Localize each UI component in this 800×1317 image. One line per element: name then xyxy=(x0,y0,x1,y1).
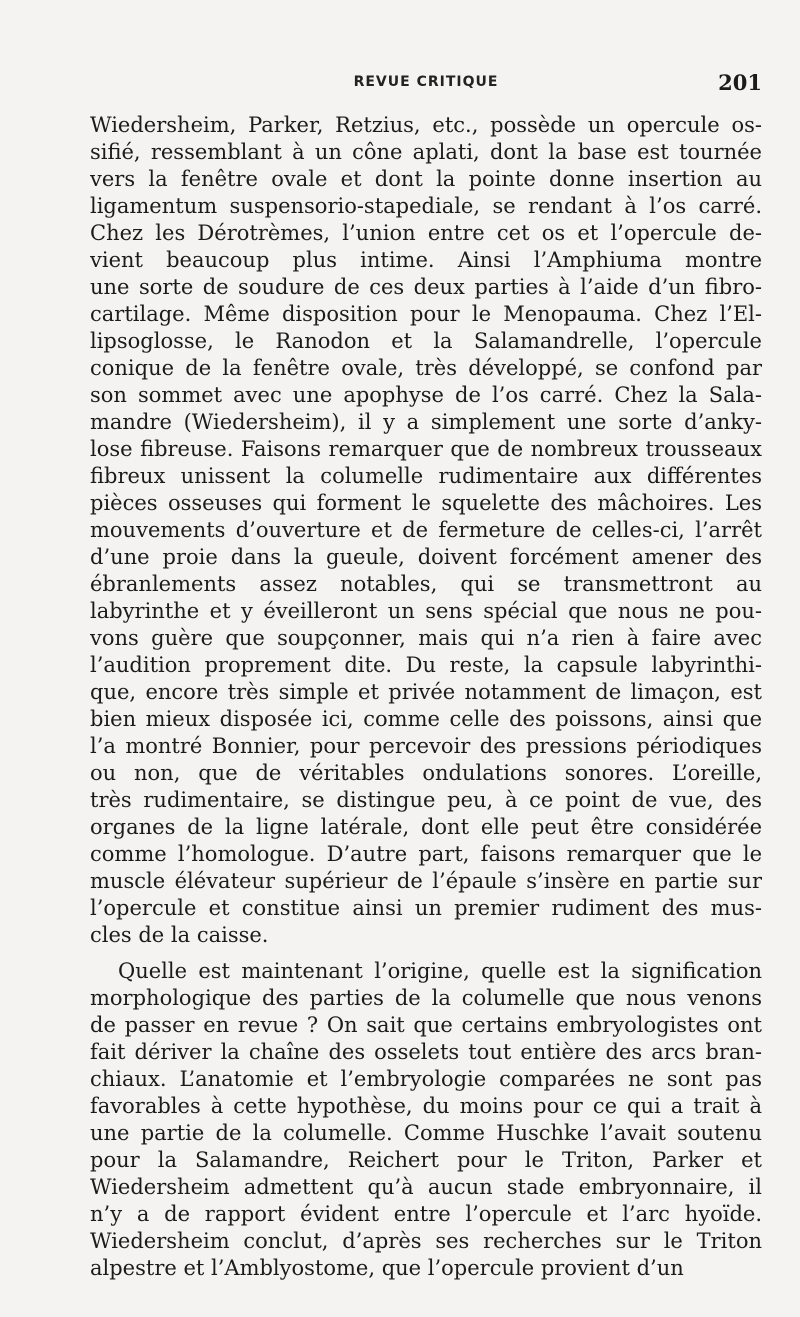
body-text xyxy=(90,112,762,1282)
text-line: sifié, ressemblant à un cône aplati, dont la base est tournée xyxy=(90,140,762,164)
text-line: Wiedersheim conclut, d’après ses recherches sur le Triton xyxy=(90,1229,762,1253)
text-line: Wiedersheim, Parker, Retzius, etc., possède un opercule os- xyxy=(90,113,762,137)
text-line: chiaux. L’anatomie et l’embryologie comparées ne sont pas xyxy=(90,1067,762,1091)
text-line: n’y a de rapport évident entre l’opercule et l’arc hyoïde. xyxy=(90,1202,762,1226)
text-line: pour la Salamandre, Reichert pour le Triton, Parker et xyxy=(90,1148,762,1172)
text-line: organes de la ligne latérale, dont elle peut être considérée xyxy=(90,815,762,839)
text-line: comme l’homologue. D’autre part, faisons remarquer que le xyxy=(90,842,762,866)
text-line: muscle élévateur supérieur de l’épaule s’insère en partie sur xyxy=(90,869,762,893)
text-line: Quelle est maintenant l’origine, quelle est la signification xyxy=(118,959,762,983)
text-line: alpestre et l’Amblyostome, que l’opercule provient d’un xyxy=(90,1256,684,1280)
page-number: 201 xyxy=(718,70,762,95)
text-line: l’a montré Bonnier, pour percevoir des pressions périodiques xyxy=(90,734,762,758)
text-line: l’opercule et constitue ainsi un premier rudiment des mus- xyxy=(90,896,762,920)
text-line: son sommet avec une apophyse de l’os carré. Chez la Sala- xyxy=(90,383,762,407)
text-line: de passer en revue ? On sait que certains embryologistes ont xyxy=(90,1013,762,1037)
text-line: une sorte de soudure de ces deux parties à l’aide d’un fibro- xyxy=(90,275,762,299)
text-line: Wiedersheim admettent qu’à aucun stade embryonnaire, il xyxy=(90,1175,762,1199)
paragraph-gap xyxy=(90,949,762,958)
text-line: ligamentum suspensorio-stapediale, se rendant à l’os carré. xyxy=(90,194,762,218)
text-line: que, encore très simple et privée notamment de limaçon, est xyxy=(90,680,762,704)
text-line: favorables à cette hypothèse, du moins pour ce qui a trait à xyxy=(90,1094,762,1118)
text-line: bien mieux disposée ici, comme celle des poissons, ainsi que xyxy=(90,707,762,731)
running-title: REVUE CRITIQUE xyxy=(353,74,499,90)
text-line: conique de la fenêtre ovale, très développé, se confond par xyxy=(90,356,762,380)
page-header xyxy=(90,70,762,104)
text-line: Chez les Dérotrèmes, l’union entre cet os et l’opercule de- xyxy=(90,221,762,245)
text-line: ébranlements assez notables, qui se transmettront au xyxy=(90,572,762,596)
text-line: lipsoglosse, le Ranodon et la Salamandrelle, l’opercule xyxy=(90,329,762,353)
text-line: l’audition proprement dite. Du reste, la capsule labyrinthi- xyxy=(90,653,762,677)
text-line: cartilage. Même disposition pour le Menopauma. Chez l’El- xyxy=(90,302,762,326)
text-line: fibreux unissent la columelle rudimentaire aux différentes xyxy=(90,464,762,488)
text-line: vers la fenêtre ovale et dont la pointe donne insertion au xyxy=(90,167,762,191)
text-line: fait dériver la chaîne des osselets tout entière des arcs bran- xyxy=(90,1040,762,1064)
text-line: lose fibreuse. Faisons remarquer que de nombreux trousseaux xyxy=(90,437,762,461)
text-line: mouvements d’ouverture et de fermeture de celles-ci, l’arrêt xyxy=(90,518,762,542)
text-line: très rudimentaire, se distingue peu, à ce point de vue, des xyxy=(90,788,762,812)
text-line: morphologique des parties de la columelle que nous venons xyxy=(90,986,762,1010)
text-line: cles de la caisse. xyxy=(90,923,269,947)
paragraph xyxy=(90,958,762,1282)
paragraph xyxy=(90,112,762,949)
text-line: labyrinthe et y éveilleront un sens spécial que nous ne pou- xyxy=(90,599,762,623)
text-line: mandre (Wiedersheim), il y a simplement une sorte d’anky- xyxy=(90,410,762,434)
text-line: une partie de la columelle. Comme Huschke l’avait soutenu xyxy=(90,1121,762,1145)
text-line: pièces osseuses qui forment le squelette des mâchoires. Les xyxy=(90,491,762,515)
text-line: vient beaucoup plus intime. Ainsi l’Amphiuma montre xyxy=(90,248,762,272)
text-line: vons guère que soupçonner, mais qui n’a rien à faire avec xyxy=(90,626,762,650)
text-line: ou non, que de véritables ondulations sonores. L’oreille, xyxy=(90,761,762,785)
text-line: d’une proie dans la gueule, doivent forcément amener des xyxy=(90,545,762,569)
